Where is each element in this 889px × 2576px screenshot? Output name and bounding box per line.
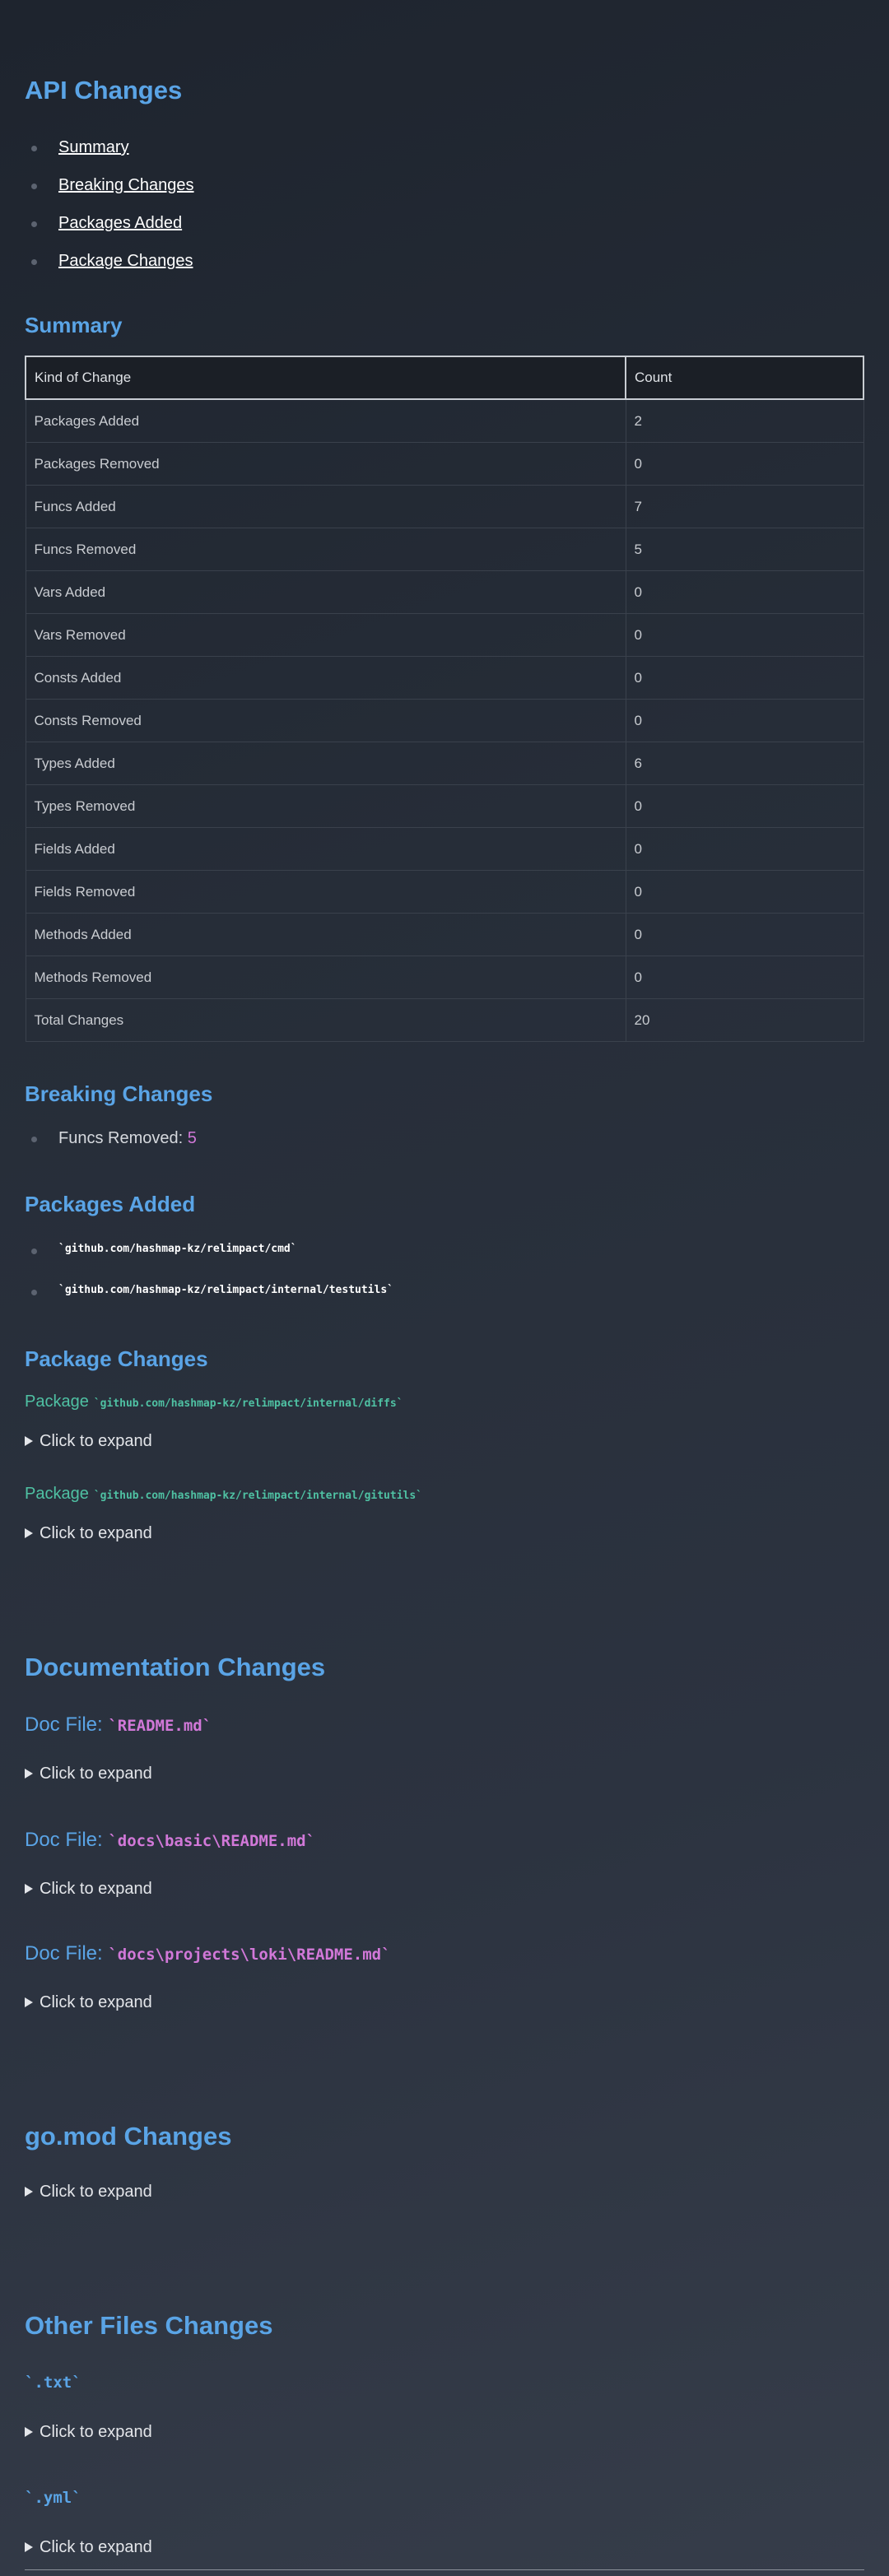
bullet-icon [31, 1290, 37, 1295]
expand-label: Click to expand [40, 2538, 152, 2556]
expand-toggle[interactable] [25, 1432, 152, 1451]
file-extension-heading: `.yml` [25, 2489, 81, 2507]
bullet-icon [31, 184, 37, 189]
row-kind: Fields Added [26, 828, 626, 871]
row-count: 6 [626, 742, 863, 785]
triangle-right-icon [25, 1528, 33, 1538]
row-count: 0 [626, 871, 863, 914]
row-count: 0 [626, 785, 863, 828]
bullet-icon [31, 146, 37, 151]
row-kind: Packages Removed [26, 443, 626, 486]
toc-link-breaking-changes[interactable]: Breaking Changes [58, 176, 194, 194]
file-extension-heading: `.txt` [25, 2374, 81, 2392]
table-header-row [26, 356, 863, 399]
table-row [26, 956, 863, 999]
row-count: 0 [626, 571, 863, 614]
expand-toggle[interactable] [25, 1880, 152, 1899]
row-kind: Total Changes [26, 999, 626, 1042]
breaking-label: Funcs Removed: [58, 1129, 184, 1147]
bullet-icon [31, 259, 37, 265]
doc-file-path: `docs\basic\README.md` [108, 1832, 316, 1850]
table-row [26, 486, 863, 528]
expand-label: Click to expand [40, 1432, 152, 1450]
row-kind: Funcs Added [26, 486, 626, 528]
bullet-icon [31, 1137, 37, 1142]
page-title: API Changes [25, 76, 183, 105]
package-path: `github.com/hashmap-kz/relimpact/internal/gitutils` [93, 1490, 423, 1502]
row-count: 5 [626, 528, 863, 571]
row-kind: Methods Removed [26, 956, 626, 999]
bullet-icon [31, 221, 37, 227]
documentation-changes-heading: Documentation Changes [25, 1653, 326, 1681]
triangle-right-icon [25, 1436, 33, 1446]
table-row [26, 657, 863, 700]
doc-file-heading [25, 1829, 315, 1852]
table-row [26, 528, 863, 571]
row-kind: Consts Added [26, 657, 626, 700]
doc-file-path: `README.md` [108, 1717, 212, 1735]
row-kind: Consts Removed [26, 700, 626, 742]
row-count: 0 [626, 657, 863, 700]
divider [25, 2569, 864, 2570]
expand-label: Click to expand [40, 1880, 152, 1898]
row-count: 0 [626, 443, 863, 486]
expand-label: Click to expand [40, 1765, 152, 1783]
expand-toggle[interactable] [25, 2538, 152, 2557]
row-kind: Funcs Removed [26, 528, 626, 571]
table-row [26, 399, 863, 443]
table-row [26, 999, 863, 1042]
triangle-right-icon [25, 1884, 33, 1894]
table-row [26, 443, 863, 486]
doc-file-label: Doc File: [25, 1829, 103, 1851]
toc-link-summary[interactable]: Summary [58, 138, 129, 156]
expand-label: Click to expand [40, 1993, 152, 2011]
toc-link-package-changes[interactable]: Package Changes [58, 252, 193, 270]
summary-heading: Summary [25, 313, 123, 337]
triangle-right-icon [25, 2187, 33, 2197]
expand-toggle[interactable] [25, 1524, 152, 1543]
bullet-icon [31, 1248, 37, 1254]
package-label: Package [25, 1485, 89, 1503]
expand-toggle[interactable] [25, 1765, 152, 1783]
doc-file-heading [25, 1942, 391, 1965]
row-count: 0 [626, 956, 863, 999]
table-row [26, 871, 863, 914]
packages-added-heading: Packages Added [25, 1192, 196, 1216]
breaking-count: 5 [187, 1129, 197, 1147]
package-label: Package [25, 1393, 89, 1411]
row-kind: Methods Added [26, 914, 626, 956]
doc-file-label: Doc File: [25, 1942, 103, 1965]
gomod-changes-heading: go.mod Changes [25, 2122, 232, 2151]
table-row [26, 742, 863, 785]
expand-label: Click to expand [40, 2183, 152, 2201]
row-count: 0 [626, 914, 863, 956]
row-count: 0 [626, 828, 863, 871]
toc-link-packages-added[interactable]: Packages Added [58, 214, 183, 232]
table-row [26, 785, 863, 828]
doc-file-path: `docs\projects\loki\README.md` [108, 1946, 391, 1964]
breaking-changes-heading: Breaking Changes [25, 1081, 213, 1106]
row-count: 0 [626, 614, 863, 657]
other-files-changes-heading: Other Files Changes [25, 2311, 273, 2340]
row-count: 2 [626, 399, 863, 443]
column-header-count: Count [626, 356, 863, 399]
row-count: 7 [626, 486, 863, 528]
package-changes-entry [25, 1393, 403, 1411]
expand-label: Click to expand [40, 2423, 152, 2441]
package-changes-entry [25, 1485, 422, 1504]
table-row [26, 914, 863, 956]
package-path: `github.com/hashmap-kz/relimpact/cmd` [58, 1243, 297, 1255]
row-kind: Types Added [26, 742, 626, 785]
triangle-right-icon [25, 1997, 33, 2007]
column-header-kind: Kind of Change [26, 356, 626, 399]
expand-toggle[interactable] [25, 2423, 152, 2442]
triangle-right-icon [25, 2427, 33, 2437]
table-row [26, 571, 863, 614]
package-path: `github.com/hashmap-kz/relimpact/internal/testutils` [58, 1284, 393, 1296]
doc-file-heading [25, 1713, 212, 1737]
row-kind: Vars Removed [26, 614, 626, 657]
table-row [26, 614, 863, 657]
package-changes-heading: Package Changes [25, 1346, 208, 1371]
row-kind: Packages Added [26, 399, 626, 443]
triangle-right-icon [25, 2542, 33, 2552]
expand-toggle[interactable] [25, 1993, 152, 2012]
row-kind: Fields Removed [26, 871, 626, 914]
row-count: 0 [626, 700, 863, 742]
expand-toggle[interactable] [25, 2183, 152, 2202]
doc-file-label: Doc File: [25, 1713, 103, 1736]
table-row [26, 700, 863, 742]
row-kind: Types Removed [26, 785, 626, 828]
triangle-right-icon [25, 1769, 33, 1779]
package-path: `github.com/hashmap-kz/relimpact/internal/diffs` [93, 1397, 403, 1410]
table-row [26, 828, 863, 871]
row-count: 20 [626, 999, 863, 1042]
expand-label: Click to expand [40, 1524, 152, 1542]
summary-table [25, 356, 864, 1042]
row-kind: Vars Added [26, 571, 626, 614]
